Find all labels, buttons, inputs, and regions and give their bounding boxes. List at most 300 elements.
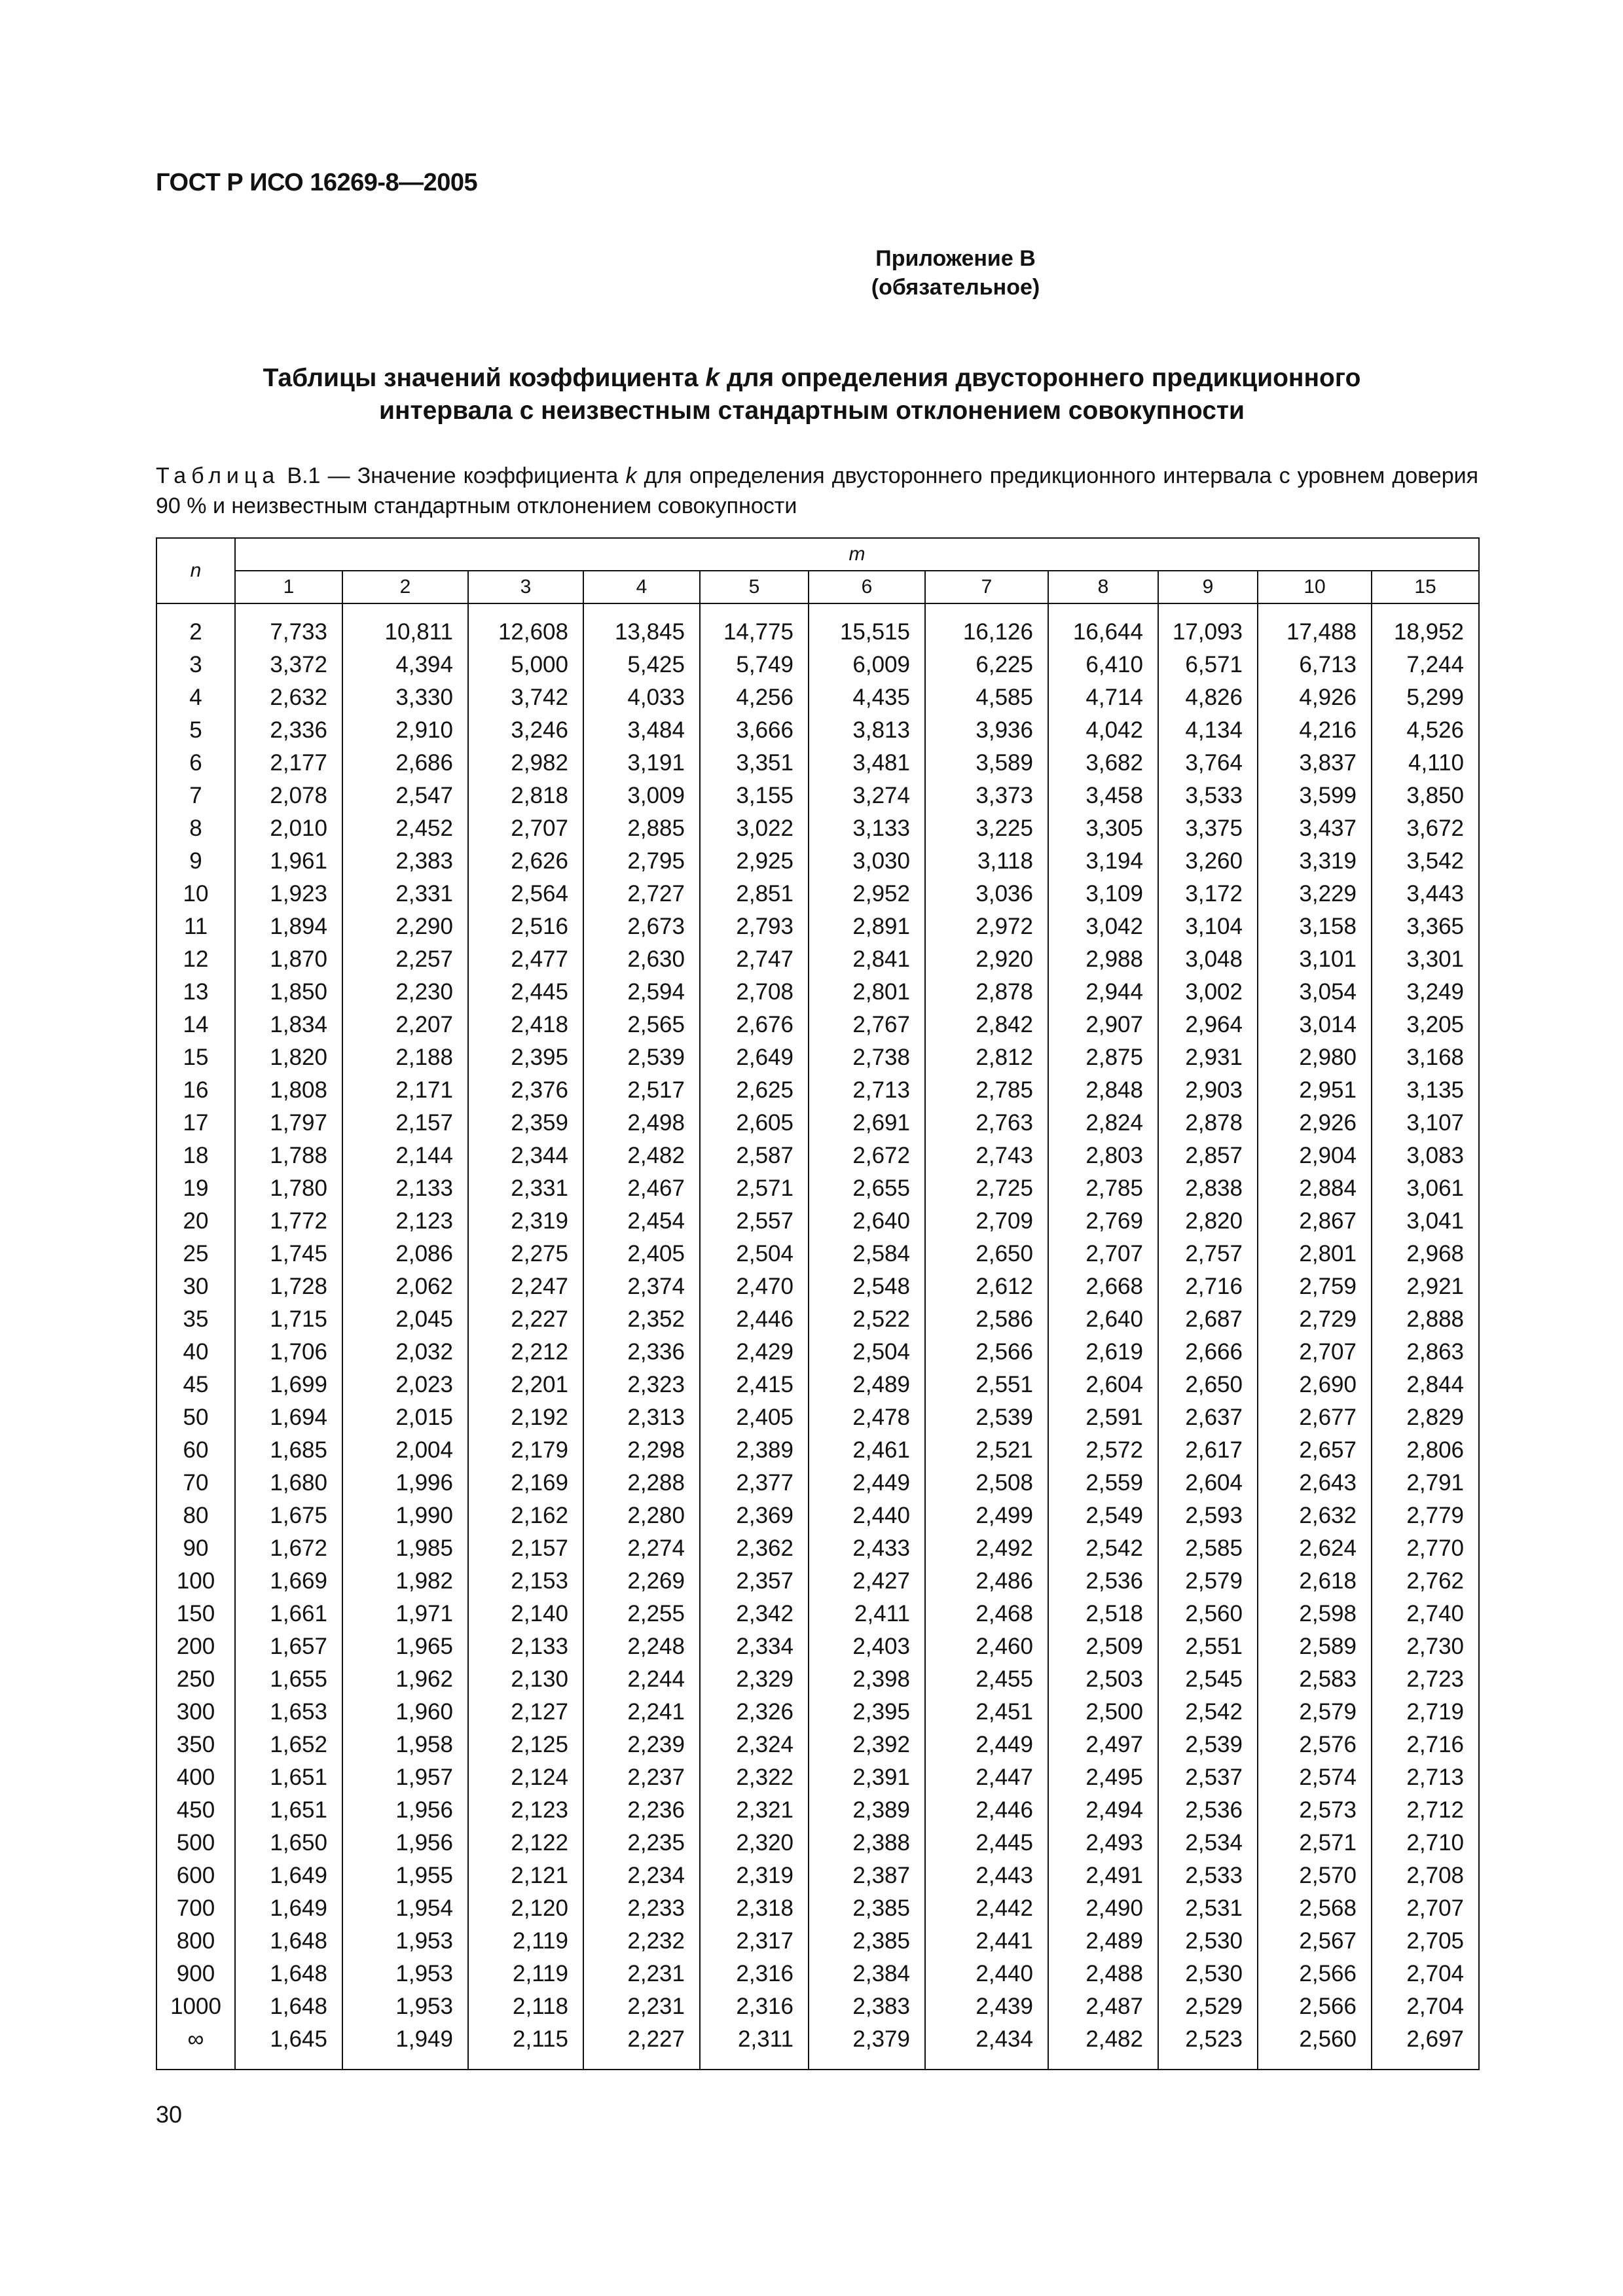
k-value-cell: 2,023 [342,1369,468,1401]
caption-k-symbol: k [625,463,637,488]
k-value-cell: 2,127 [468,1696,583,1729]
k-value-cell: 3,194 [1048,845,1158,878]
k-value-cell: 1,649 [235,1859,342,1892]
k-value-cell: 1,648 [235,1958,342,1990]
k-value-cell: 2,495 [1048,1761,1158,1794]
k-value-cell: 13,845 [583,603,700,649]
k-value-cell: 7,244 [1372,649,1479,681]
table-row [156,1532,1479,1565]
k-value-cell: 2,640 [809,1205,925,1238]
n-value-cell: 450 [156,1794,235,1827]
k-value-cell: 2,383 [342,845,468,878]
k-value-cell: 2,157 [342,1107,468,1139]
k-value-cell: 3,764 [1158,747,1258,780]
title-k-symbol: k [705,364,720,392]
k-value-cell: 1,957 [342,1761,468,1794]
k-value-cell: 4,435 [809,681,925,714]
k-value-cell: 2,179 [468,1434,583,1467]
k-value-cell: 10,811 [342,603,468,649]
k-value-cell: 2,125 [468,1729,583,1761]
k-value-cell: 1,923 [235,878,342,910]
k-value-cell: 4,256 [700,681,809,714]
k-value-cell: 2,336 [583,1336,700,1369]
page-number: 30 [156,2101,183,2128]
k-value-cell: 3,172 [1158,878,1258,910]
n-value-cell: 2 [156,603,235,649]
k-value-cell: 2,848 [1048,1074,1158,1107]
k-value-cell: 2,201 [468,1369,583,1401]
k-value-cell: 2,567 [1258,1925,1372,1958]
k-value-cell: 2,503 [1048,1663,1158,1696]
table-row [156,976,1479,1009]
table-row [156,780,1479,812]
k-value-cell: 2,824 [1048,1107,1158,1139]
k-value-cell: 3,666 [700,714,809,747]
k-value-cell: 2,230 [342,976,468,1009]
table-row [156,1925,1479,1958]
section-title [196,362,1427,427]
k-value-cell: 2,585 [1158,1532,1258,1565]
k-value-cell: 2,389 [809,1794,925,1827]
k-value-cell: 2,630 [583,943,700,976]
k-value-cell: 3,225 [925,812,1048,845]
n-value-cell: 19 [156,1172,235,1205]
k-value-cell: 2,530 [1158,1925,1258,1958]
k-value-cell: 15,515 [809,603,925,649]
k-value-cell: 2,763 [925,1107,1048,1139]
k-value-cell: 1,772 [235,1205,342,1238]
k-value-cell: 2,518 [1048,1598,1158,1630]
k-value-cell: 3,533 [1158,780,1258,812]
k-value-cell: 2,566 [925,1336,1048,1369]
table-row [156,681,1479,714]
k-value-cell: 2,377 [700,1467,809,1499]
k-value-cell: 2,322 [700,1761,809,1794]
n-value-cell: 700 [156,1892,235,1925]
k-value-cell: 2,324 [700,1729,809,1761]
k-value-cell: 3,375 [1158,812,1258,845]
k-value-cell: 2,793 [700,910,809,943]
k-value-cell: 2,379 [809,2023,925,2070]
k-value-cell: 2,313 [583,1401,700,1434]
k-value-cell: 2,589 [1258,1630,1372,1663]
k-value-cell: 5,000 [468,649,583,681]
k-value-cell: 5,299 [1372,681,1479,714]
k-value-cell: 2,709 [925,1205,1048,1238]
k-value-cell: 2,275 [468,1238,583,1270]
table-row [156,747,1479,780]
n-value-cell: ∞ [156,2023,235,2070]
k-value-cell: 3,022 [700,812,809,845]
k-value-cell: 2,207 [342,1009,468,1041]
n-value-cell: 30 [156,1270,235,1303]
n-value-cell: 13 [156,976,235,1009]
k-value-cell: 17,488 [1258,603,1372,649]
k-value-cell: 2,086 [342,1238,468,1270]
n-value-cell: 4 [156,681,235,714]
k-value-cell: 2,537 [1158,1761,1258,1794]
n-value-cell: 200 [156,1630,235,1663]
k-value-cell: 1,661 [235,1598,342,1630]
n-value-cell: 3 [156,649,235,681]
k-value-cell: 2,522 [809,1303,925,1336]
k-value-cell: 2,130 [468,1663,583,1696]
k-value-cell: 2,331 [468,1172,583,1205]
k-value-cell: 2,192 [468,1401,583,1434]
k-value-cell: 2,504 [700,1238,809,1270]
k-value-cell: 2,536 [1158,1794,1258,1827]
k-value-cell: 1,728 [235,1270,342,1303]
k-value-cell: 1,655 [235,1663,342,1696]
k-value-cell: 2,687 [1158,1303,1258,1336]
k-value-cell: 2,650 [925,1238,1048,1270]
k-value-cell: 1,694 [235,1401,342,1434]
m-values-header-row [156,571,1479,603]
k-value-cell: 1,685 [235,1434,342,1467]
k-value-cell: 2,704 [1372,1958,1479,1990]
k-value-cell: 3,481 [809,747,925,780]
k-value-cell: 2,707 [468,812,583,845]
table-row [156,1990,1479,2023]
k-value-cell: 2,241 [583,1696,700,1729]
k-value-cell: 2,257 [342,943,468,976]
k-value-cell: 2,233 [583,1892,700,1925]
k-value-cell: 2,857 [1158,1139,1258,1172]
k-value-cell: 2,716 [1372,1729,1479,1761]
k-value-cell: 2,921 [1372,1270,1479,1303]
n-value-cell: 800 [156,1925,235,1958]
k-value-cell: 2,452 [342,812,468,845]
k-value-cell: 3,246 [468,714,583,747]
k-value-cell: 2,362 [700,1532,809,1565]
k-value-cell: 1,675 [235,1499,342,1532]
k-value-cell: 2,387 [809,1859,925,1892]
k-value-cell: 2,637 [1158,1401,1258,1434]
k-value-cell: 2,583 [1258,1663,1372,1696]
n-value-cell: 6 [156,747,235,780]
m-header-cell: 4 [583,571,700,603]
k-value-cell: 2,491 [1048,1859,1158,1892]
table-row [156,910,1479,943]
k-value-cell: 2,290 [342,910,468,943]
k-value-cell: 2,677 [1258,1401,1372,1434]
k-value-cell: 1,652 [235,1729,342,1761]
k-value-cell: 2,123 [468,1794,583,1827]
k-value-cell: 2,566 [1258,1958,1372,1990]
k-value-cell: 2,415 [700,1369,809,1401]
k-value-cell: 2,757 [1158,1238,1258,1270]
k-value-cell: 2,920 [925,943,1048,976]
k-value-cell: 2,140 [468,1598,583,1630]
k-value-cell: 1,949 [342,2023,468,2070]
k-value-cell: 2,499 [925,1499,1048,1532]
k-value-cell: 2,547 [342,780,468,812]
table-row [156,845,1479,878]
k-value-cell: 2,551 [925,1369,1048,1401]
k-value-cell: 2,598 [1258,1598,1372,1630]
k-value-cell: 1,808 [235,1074,342,1107]
k-value-cell: 2,729 [1258,1303,1372,1336]
k-value-cell: 2,234 [583,1859,700,1892]
k-value-cell: 2,486 [925,1565,1048,1598]
n-value-cell: 250 [156,1663,235,1696]
k-value-cell: 2,713 [809,1074,925,1107]
k-value-cell: 2,551 [1158,1630,1258,1663]
k-value-cell: 2,280 [583,1499,700,1532]
k-value-cell: 17,093 [1158,603,1258,649]
table-row [156,812,1479,845]
k-value-cell: 2,904 [1258,1139,1372,1172]
k-value-cell: 2,705 [1372,1925,1479,1958]
k-value-cell: 2,818 [468,780,583,812]
k-value-cell: 2,488 [1048,1958,1158,1990]
k-value-cell: 2,449 [809,1467,925,1499]
k-value-cell: 1,961 [235,845,342,878]
k-value-cell: 2,803 [1048,1139,1158,1172]
k-value-cell: 3,229 [1258,878,1372,910]
k-value-cell: 2,342 [700,1598,809,1630]
k-value-cell: 3,002 [1158,976,1258,1009]
table-row [156,1630,1479,1663]
k-value-cell: 2,177 [235,747,342,780]
k-value-cell: 3,061 [1372,1172,1479,1205]
k-value-cell: 2,964 [1158,1009,1258,1041]
k-value-cell: 2,560 [1158,1598,1258,1630]
k-value-cell: 2,673 [583,910,700,943]
k-value-cell: 3,205 [1372,1009,1479,1041]
k-value-cell: 2,405 [583,1238,700,1270]
k-value-cell: 2,725 [925,1172,1048,1205]
n-value-cell: 20 [156,1205,235,1238]
k-value-cell: 2,405 [700,1401,809,1434]
k-value-cell: 2,801 [1258,1238,1372,1270]
k-value-cell: 5,425 [583,649,700,681]
k-value-cell: 2,455 [925,1663,1048,1696]
k-value-cell: 2,747 [700,943,809,976]
k-value-cell: 1,982 [342,1565,468,1598]
k-value-cell: 1,956 [342,1827,468,1859]
title-part-2: для определения двустороннего предикционного интервала с неизвестным стандартным отклонением совокупности [378,364,1361,425]
k-value-cell: 2,442 [925,1892,1048,1925]
caption-part-2: для определения двустороннего предикционного интервала с уровнем доверия 90 % и неизвестным стандартным отклонением совокупности [156,463,1479,518]
caption-part-1: — Значение коэффициента [320,463,626,488]
k-value-cell: 2,952 [809,878,925,910]
k-value-cell: 2,931 [1158,1041,1258,1074]
k-value-cell: 2,697 [1372,2023,1479,2070]
k-value-cell: 2,618 [1258,1565,1372,1598]
k-value-cell: 2,988 [1048,943,1158,976]
table-row [156,1696,1479,1729]
k-value-cell: 4,926 [1258,681,1372,714]
k-value-cell: 2,842 [925,1009,1048,1041]
k-value-cell: 2,344 [468,1139,583,1172]
k-value-cell: 2,376 [468,1074,583,1107]
table-row [156,603,1479,649]
k-value-cell: 2,801 [809,976,925,1009]
n-value-cell: 40 [156,1336,235,1369]
k-value-cell: 4,526 [1372,714,1479,747]
k-value-cell: 2,504 [809,1336,925,1369]
table-row [156,1303,1479,1336]
k-value-cell: 2,319 [468,1205,583,1238]
k-value-cell: 2,171 [342,1074,468,1107]
k-value-cell: 1,834 [235,1009,342,1041]
n-value-cell: 1000 [156,1990,235,2023]
table-row [156,1761,1479,1794]
k-value-cell: 3,109 [1048,878,1158,910]
k-value-cell: 2,829 [1372,1401,1479,1434]
k-value-cell: 2,493 [1048,1827,1158,1859]
k-value-cell: 2,323 [583,1369,700,1401]
k-value-cell: 2,806 [1372,1434,1479,1467]
k-value-cell: 2,649 [700,1041,809,1074]
table-row [156,1598,1479,1630]
k-value-cell: 6,571 [1158,649,1258,681]
k-value-cell: 2,311 [700,2023,809,2070]
k-value-cell: 2,434 [925,2023,1048,2070]
k-value-cell: 2,727 [583,878,700,910]
k-value-cell: 2,576 [1258,1729,1372,1761]
k-value-cell: 2,713 [1372,1761,1479,1794]
k-value-cell: 1,820 [235,1041,342,1074]
caption-number: В.1 [287,463,321,488]
k-value-cell: 2,767 [809,1009,925,1041]
k-value-cell: 2,331 [342,878,468,910]
k-value-cell: 2,841 [809,943,925,976]
k-value-cell: 2,227 [583,2023,700,2070]
k-value-cell: 2,888 [1372,1303,1479,1336]
k-value-cell: 4,585 [925,681,1048,714]
k-value-cell: 1,653 [235,1696,342,1729]
k-value-cell: 2,326 [700,1696,809,1729]
k-value-cell: 2,769 [1048,1205,1158,1238]
k-value-cell: 2,490 [1048,1892,1158,1925]
k-value-cell: 2,723 [1372,1663,1479,1696]
k-value-cell: 2,489 [809,1369,925,1401]
k-value-cell: 2,707 [1048,1238,1158,1270]
k-value-cell: 2,632 [235,681,342,714]
k-value-cell: 2,968 [1372,1238,1479,1270]
k-value-cell: 2,461 [809,1434,925,1467]
k-value-cell: 2,316 [700,1990,809,2023]
table-row [156,1892,1479,1925]
k-value-cell: 2,539 [925,1401,1048,1434]
k-value-cell: 2,708 [1372,1859,1479,1892]
table-row [156,1238,1479,1270]
n-value-cell: 35 [156,1303,235,1336]
k-value-cell: 2,447 [925,1761,1048,1794]
k-value-cell: 3,104 [1158,910,1258,943]
k-value-cell: 2,317 [700,1925,809,1958]
n-value-cell: 12 [156,943,235,976]
k-value-cell: 2,015 [342,1401,468,1434]
k-value-cell: 3,850 [1372,780,1479,812]
k-value-cell: 2,730 [1372,1630,1479,1663]
k-value-cell: 2,247 [468,1270,583,1303]
k-value-cell: 2,319 [700,1859,809,1892]
table-row [156,1270,1479,1303]
k-value-cell: 3,458 [1048,780,1158,812]
k-value-cell: 2,445 [925,1827,1048,1859]
k-value-cell: 3,813 [809,714,925,747]
k-value-cell: 2,369 [700,1499,809,1532]
title-part-1: Таблицы значений коэффициента [263,364,706,392]
table-body [156,603,1479,2070]
k-value-cell: 3,036 [925,878,1048,910]
k-value-cell: 2,078 [235,780,342,812]
m-header-cell: 2 [342,571,468,603]
k-value-cell: 2,144 [342,1139,468,1172]
k-value-cell: 2,460 [925,1630,1048,1663]
k-value-cell: 2,153 [468,1565,583,1598]
k-value-cell: 2,878 [1158,1107,1258,1139]
k-value-cell: 2,389 [700,1434,809,1467]
k-value-cell: 2,385 [809,1892,925,1925]
k-value-cell: 2,517 [583,1074,700,1107]
k-value-cell: 2,707 [1372,1892,1479,1925]
document-code: ГОСТ Р ИСО 16269-8—2005 [156,169,478,196]
k-value-cell: 2,320 [700,1827,809,1859]
k-value-cell: 3,742 [468,681,583,714]
k-value-cell: 2,487 [1048,1990,1158,2023]
k-value-cell: 2,433 [809,1532,925,1565]
n-value-cell: 14 [156,1009,235,1041]
k-value-cell: 2,391 [809,1761,925,1794]
k-value-cell: 3,014 [1258,1009,1372,1041]
k-value-cell: 1,996 [342,1467,468,1499]
k-value-cell: 2,875 [1048,1041,1158,1074]
k-value-cell: 2,497 [1048,1729,1158,1761]
k-value-cell: 2,910 [342,714,468,747]
k-value-cell: 3,837 [1258,747,1372,780]
k-value-cell: 1,985 [342,1532,468,1565]
k-value-cell: 3,373 [925,780,1048,812]
n-value-cell: 25 [156,1238,235,1270]
k-value-cell: 16,644 [1048,603,1158,649]
table-row [156,1336,1479,1369]
k-value-cell: 2,227 [468,1303,583,1336]
n-value-cell: 10 [156,878,235,910]
k-value-cell: 2,574 [1258,1761,1372,1794]
n-value-cell: 9 [156,845,235,878]
k-value-cell: 2,477 [468,943,583,976]
k-value-cell: 2,427 [809,1565,925,1598]
k-value-cell: 2,509 [1048,1630,1158,1663]
k-value-cell: 3,330 [342,681,468,714]
k-value-cell: 2,604 [1158,1467,1258,1499]
appendix-status: (обязательное) [871,275,1040,300]
k-value-cell: 1,649 [235,1892,342,1925]
n-value-cell: 900 [156,1958,235,1990]
k-value-cell: 2,542 [1048,1532,1158,1565]
k-value-cell: 2,231 [583,1958,700,1990]
k-value-cell: 2,820 [1158,1205,1258,1238]
k-value-cell: 2,625 [700,1074,809,1107]
k-value-cell: 2,231 [583,1990,700,2023]
k-value-cell: 2,779 [1372,1499,1479,1532]
k-value-cell: 2,318 [700,1892,809,1925]
table-row [156,1467,1479,1499]
k-value-cell: 2,239 [583,1729,700,1761]
k-value-cell: 2,972 [925,910,1048,943]
n-value-cell: 50 [156,1401,235,1434]
k-value-cell: 2,565 [583,1009,700,1041]
k-value-cell: 2,124 [468,1761,583,1794]
k-value-cell: 2,605 [700,1107,809,1139]
k-value-cell: 1,850 [235,976,342,1009]
k-value-cell: 6,713 [1258,649,1372,681]
k-value-cell: 2,443 [925,1859,1048,1892]
